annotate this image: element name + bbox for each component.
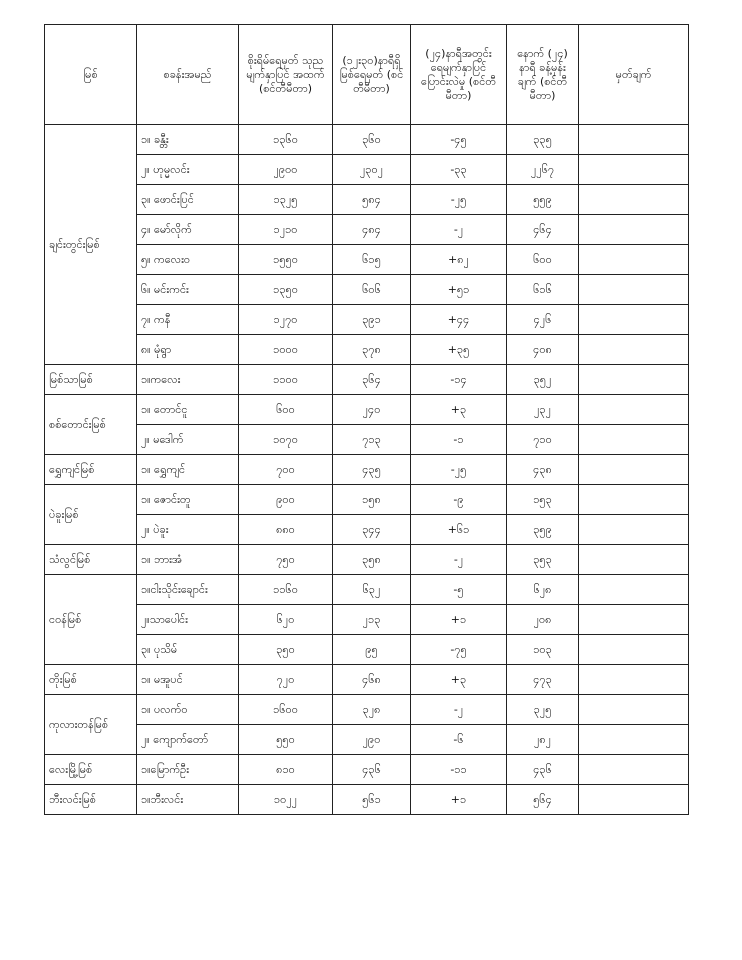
danger-level-cell: ၆၂၀ <box>239 605 333 635</box>
table-row <box>45 215 689 245</box>
change-cell: -၁၁ <box>411 755 507 785</box>
change-cell: -၄၅ <box>411 125 507 155</box>
danger-level-cell: ၁၅၅၀ <box>239 245 333 275</box>
table-row <box>45 515 689 545</box>
change-cell: -၆ <box>411 725 507 755</box>
table-row <box>45 725 689 755</box>
current-level-cell: ၂၃၀၂ <box>333 155 411 185</box>
current-level-cell: ၄၃၅ <box>333 455 411 485</box>
remark-cell <box>579 635 689 665</box>
change-cell: +၄၄ <box>411 305 507 335</box>
danger-level-cell: ၁၆၀၀ <box>239 695 333 725</box>
danger-level-cell: ၃၅၀ <box>239 635 333 665</box>
forecast-cell: ၂၈၂ <box>507 725 579 755</box>
remark-cell <box>579 425 689 455</box>
change-cell: +၃၅ <box>411 335 507 365</box>
remark-cell <box>579 665 689 695</box>
station-name-cell: ၁။ ခန္တီး <box>137 125 239 155</box>
change-cell: +၁ <box>411 785 507 815</box>
current-level-cell: ၁၅၈ <box>333 485 411 515</box>
table-row <box>45 155 689 185</box>
forecast-cell: ၆၂၈ <box>507 575 579 605</box>
river-name-cell: တိုးမြစ် <box>45 665 137 695</box>
table-row <box>45 575 689 605</box>
change-cell: -၇၅ <box>411 635 507 665</box>
forecast-cell: ၃၅၃ <box>507 545 579 575</box>
station-name-cell: ၁။ငါးသိုင်းချောင်း <box>137 575 239 605</box>
remark-cell <box>579 575 689 605</box>
remark-cell <box>579 155 689 185</box>
river-name-cell: ငဝန်မြစ် <box>45 575 137 665</box>
header-row <box>45 25 689 125</box>
change-cell: +၅၁ <box>411 275 507 305</box>
remark-cell <box>579 365 689 395</box>
current-level-cell: ၃၆၀ <box>333 125 411 155</box>
change-cell: -၉ <box>411 485 507 515</box>
change-cell: -၂ <box>411 545 507 575</box>
station-name-cell: ၇။ ကနီ <box>137 305 239 335</box>
current-level-cell: ၉၅ <box>333 635 411 665</box>
danger-level-cell: ၇၅၀ <box>239 545 333 575</box>
danger-level-cell: ၁၃၅၀ <box>239 275 333 305</box>
station-name-cell: ၁။ကလေး <box>137 365 239 395</box>
station-name-cell: ၂။ ပဲခူး <box>137 515 239 545</box>
remark-cell <box>579 125 689 155</box>
forecast-cell: ၂၂၆၇ <box>507 155 579 185</box>
station-name-cell: ၁။ဘီးလင်း <box>137 785 239 815</box>
change-cell: -၁၄ <box>411 365 507 395</box>
change-cell: -၂ <box>411 695 507 725</box>
change-cell: -၅ <box>411 575 507 605</box>
remark-cell <box>579 275 689 305</box>
forecast-cell: ၄၀၈ <box>507 335 579 365</box>
table-row <box>45 545 689 575</box>
change-cell: +၆၁ <box>411 515 507 545</box>
danger-level-cell: ၈၈၀ <box>239 515 333 545</box>
forecast-cell: ၅၆၄ <box>507 785 579 815</box>
danger-level-cell: ၇၂၀ <box>239 665 333 695</box>
change-cell: -၂၅ <box>411 185 507 215</box>
table-row <box>45 305 689 335</box>
station-name-cell: ၁။ ပလက်ဝ <box>137 695 239 725</box>
river-name-cell: စစ်တောင်းမြစ် <box>45 395 137 455</box>
forecast-cell: ၃၃၅ <box>507 125 579 155</box>
table-row <box>45 455 689 485</box>
current-level-cell: ၅၆၁ <box>333 785 411 815</box>
table-row <box>45 275 689 305</box>
remark-cell <box>579 185 689 215</box>
change-cell: -၁ <box>411 425 507 455</box>
forecast-cell: ၇၁၀ <box>507 425 579 455</box>
forecast-cell: ၃၂၅ <box>507 695 579 725</box>
river-name-cell: မြစ်သာမြစ် <box>45 365 137 395</box>
current-level-cell: ၆၀၆ <box>333 275 411 305</box>
current-level-cell: ၃၅၈ <box>333 545 411 575</box>
forecast-cell: ၄၂၆ <box>507 305 579 335</box>
remark-cell <box>579 455 689 485</box>
danger-level-cell: ၁၃၂၅ <box>239 185 333 215</box>
station-name-cell: ၂။သာပေါင်း <box>137 605 239 635</box>
table-row <box>45 185 689 215</box>
station-name-cell: ၃။ ဖောင်းပြင် <box>137 185 239 215</box>
header-current-level: (၁၂း၃၀)နာရီရှိ မြစ်ရေမှတ် (စင်တီမီတာ) <box>333 25 411 125</box>
remark-cell <box>579 215 689 245</box>
remark-cell <box>579 755 689 785</box>
table-row <box>45 125 689 155</box>
station-name-cell: ၂။ ကျောက်တော် <box>137 725 239 755</box>
current-level-cell: ၃၇၈ <box>333 335 411 365</box>
table-row <box>45 785 689 815</box>
table-row <box>45 395 689 425</box>
station-name-cell: ၁။ ရွှေကျင် <box>137 455 239 485</box>
remark-cell <box>579 725 689 755</box>
remark-cell <box>579 515 689 545</box>
station-name-cell: ၈။ မုံရွာ <box>137 335 239 365</box>
table-row <box>45 335 689 365</box>
table-row <box>45 605 689 635</box>
station-name-cell: ၁။ ဇောင်းတူ <box>137 485 239 515</box>
current-level-cell: ၅၈၄ <box>333 185 411 215</box>
current-level-cell: ၆၃၂ <box>333 575 411 605</box>
remark-cell <box>579 305 689 335</box>
remark-cell <box>579 695 689 725</box>
danger-level-cell: ၁၃၆၀ <box>239 125 333 155</box>
danger-level-cell: ၁၀၇၀ <box>239 425 333 455</box>
current-level-cell: ၃၉၁ <box>333 305 411 335</box>
danger-level-cell: ၉၀၀ <box>239 485 333 515</box>
table-row <box>45 365 689 395</box>
river-name-cell: ချင်းတွင်းမြစ် <box>45 125 137 365</box>
current-level-cell: ၄၆၈ <box>333 665 411 695</box>
forecast-cell: ၂၃၂ <box>507 395 579 425</box>
station-name-cell: ၂။ ဟုမ္မလင်း <box>137 155 239 185</box>
current-level-cell: ၂၁၃ <box>333 605 411 635</box>
table-row <box>45 755 689 785</box>
remark-cell <box>579 605 689 635</box>
current-level-cell: ၃၄၄ <box>333 515 411 545</box>
current-level-cell: ၆၁၅ <box>333 245 411 275</box>
change-cell: -၂၅ <box>411 455 507 485</box>
forecast-cell: ၅၅၉ <box>507 185 579 215</box>
header-remarks: မှတ်ချက် <box>579 25 689 125</box>
river-name-cell: ကုလားတန်မြစ် <box>45 695 137 755</box>
river-water-level-table <box>44 24 689 815</box>
station-name-cell: ၁။မြောက်ဦး <box>137 755 239 785</box>
header-forecast: နောက် (၂၄) နာရီ ခန့်မှန်းချက် (စင်တီမီတာ) <box>507 25 579 125</box>
remark-cell <box>579 335 689 365</box>
river-name-cell: သံလွင်မြစ် <box>45 545 137 575</box>
change-cell: -၃၃ <box>411 155 507 185</box>
forecast-cell: ၁၀၃ <box>507 635 579 665</box>
river-name-cell: ပဲခူးမြစ် <box>45 485 137 545</box>
forecast-cell: ၄၆၄ <box>507 215 579 245</box>
forecast-cell: ၄၇၃ <box>507 665 579 695</box>
danger-level-cell: ၈၁၀ <box>239 755 333 785</box>
station-name-cell: ၁။ မအူပင် <box>137 665 239 695</box>
forecast-cell: ၂၀၈ <box>507 605 579 635</box>
danger-level-cell: ၁၁၀၀ <box>239 365 333 395</box>
current-level-cell: ၂၄၀ <box>333 395 411 425</box>
river-name-cell: ဘီးလင်းမြစ် <box>45 785 137 815</box>
current-level-cell: ၃၂၈ <box>333 695 411 725</box>
change-cell: +၈၂ <box>411 245 507 275</box>
current-level-cell: ၃၆၄ <box>333 365 411 395</box>
header-river: မြစ် <box>45 25 137 125</box>
header-danger-level: စိုးရိမ်ရေမှတ် သုညမျက်နှာပြင် အထက် (စင်တီမီတာ) <box>239 25 333 125</box>
table-row <box>45 245 689 275</box>
remark-cell <box>579 245 689 275</box>
table-row <box>45 665 689 695</box>
station-name-cell: ၂။ မဒေါက် <box>137 425 239 455</box>
forecast-cell: ၄၃၆ <box>507 755 579 785</box>
danger-level-cell: ၁၀၀၀ <box>239 335 333 365</box>
header-24h-change: (၂၄)နာရီအတွင်း ရေမျက်နှာပြင် ပြောင်းလဲမှု (စင်တီမီတာ) <box>411 25 507 125</box>
station-name-cell: ၁။ တောင်ငူ <box>137 395 239 425</box>
danger-level-cell: ၁၁၆၀ <box>239 575 333 605</box>
danger-level-cell: ၂၉၀၀ <box>239 155 333 185</box>
change-cell: +၃ <box>411 395 507 425</box>
current-level-cell: ၄၈၄ <box>333 215 411 245</box>
station-name-cell: ၁။ ဘားအံ <box>137 545 239 575</box>
danger-level-cell: ၇၀၀ <box>239 455 333 485</box>
forecast-cell: ၃၅၉ <box>507 515 579 545</box>
danger-level-cell: ၁၂၁၀ <box>239 215 333 245</box>
current-level-cell: ၄၃၆ <box>333 755 411 785</box>
change-cell: +၁ <box>411 605 507 635</box>
station-name-cell: ၄။ မော်လိုက် <box>137 215 239 245</box>
header-station: စခန်းအမည် <box>137 25 239 125</box>
river-name-cell: ရွှေကျင်မြစ် <box>45 455 137 485</box>
table-row <box>45 425 689 455</box>
forecast-cell: ၃၅၂ <box>507 365 579 395</box>
forecast-cell: ၆၁၆ <box>507 275 579 305</box>
station-name-cell: ၆။ မင်းကင်း <box>137 275 239 305</box>
danger-level-cell: ၁၀၂၂ <box>239 785 333 815</box>
table-row <box>45 485 689 515</box>
current-level-cell: ၇၁၃ <box>333 425 411 455</box>
change-cell: +၃ <box>411 665 507 695</box>
table-row <box>45 635 689 665</box>
remark-cell <box>579 485 689 515</box>
station-name-cell: ၃။ ပုသိမ် <box>137 635 239 665</box>
river-name-cell: လေးမြို့မြစ် <box>45 755 137 785</box>
station-name-cell: ၅။ ကလေးဝ <box>137 245 239 275</box>
table-row <box>45 695 689 725</box>
remark-cell <box>579 395 689 425</box>
danger-level-cell: ၅၅၀ <box>239 725 333 755</box>
change-cell: -၂ <box>411 215 507 245</box>
remark-cell <box>579 545 689 575</box>
forecast-cell: ၁၅၃ <box>507 485 579 515</box>
danger-level-cell: ၁၂၇၀ <box>239 305 333 335</box>
forecast-cell: ၆၀၀ <box>507 245 579 275</box>
danger-level-cell: ၆၀၀ <box>239 395 333 425</box>
forecast-cell: ၄၃၈ <box>507 455 579 485</box>
remark-cell <box>579 785 689 815</box>
current-level-cell: ၂၉၀ <box>333 725 411 755</box>
